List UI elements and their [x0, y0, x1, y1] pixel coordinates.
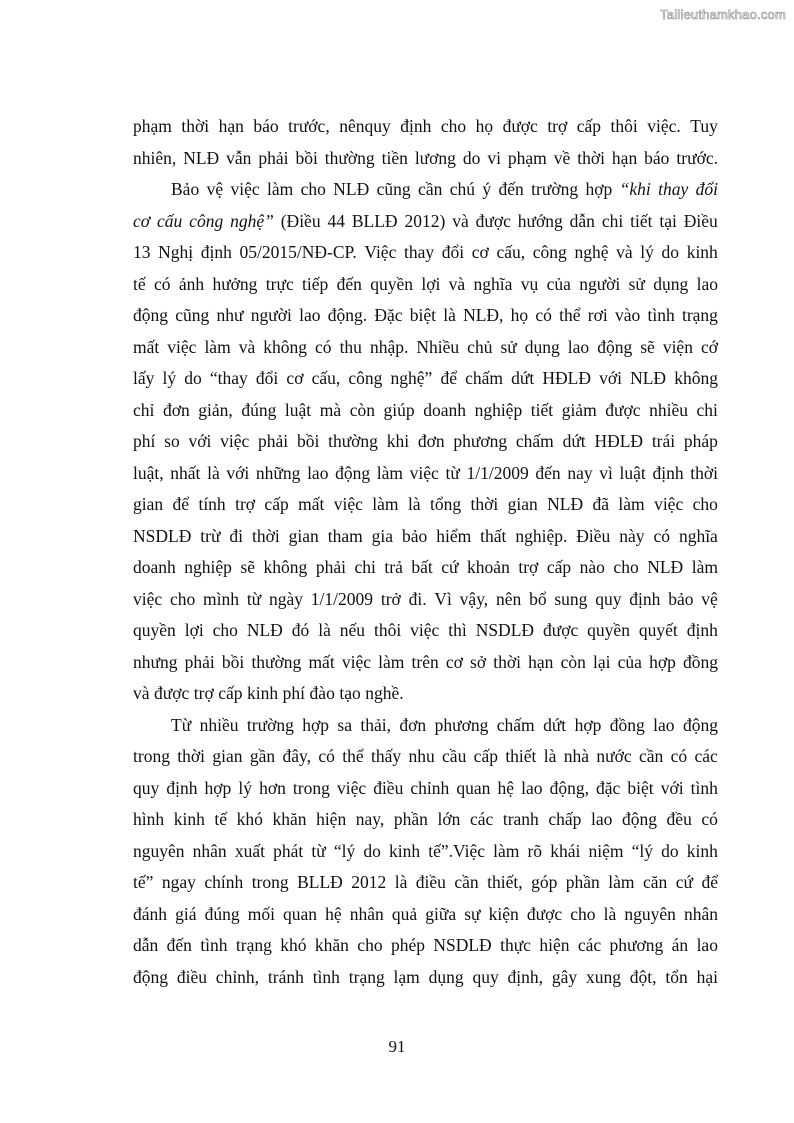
text-line: gian để tính trợ cấp mất việc làm là tổng thời gian NLĐ đã làm việc cho	[133, 494, 718, 514]
text-line: dẫn đến tình trạng khó khăn cho phép NSDLĐ thực hiện các phương án lao	[133, 935, 718, 955]
text-line: doanh nghiệp sẽ không phải chi trả bất cứ khoản trợ cấp nào cho NLĐ làm	[133, 557, 718, 577]
page-number: 91	[388, 1037, 406, 1056]
text-line: tế” ngay chính trong BLLĐ 2012 là điều cần thiết, góp phần làm căn cứ để	[133, 872, 718, 892]
paragraph	[133, 710, 718, 994]
text-line: Từ nhiều trường hợp sa thải, đơn phương chấm dứt hợp đồng lao động	[171, 714, 718, 735]
document-body	[133, 111, 718, 993]
text-line: 13 Nghị định 05/2015/NĐ-CP. Việc thay đổi cơ cấu, công nghệ và lý do kinh	[133, 242, 718, 262]
text-line: động điều chỉnh, tránh tình trạng lạm dụng quy định, gây xung đột, tổn hại	[133, 966, 718, 987]
paragraph	[133, 111, 718, 174]
paragraph	[133, 174, 718, 710]
text-line: và được trợ cấp kinh phí đào tạo nghề.	[133, 683, 404, 703]
text-line: lấy lý do “thay đổi cơ cấu, công nghệ” để chấm dứt HĐLĐ với NLĐ không	[133, 368, 718, 388]
text-line: mất việc làm và không có thu nhập. Nhiều chủ sử dụng lao động sẽ viện cớ	[133, 336, 718, 357]
text-line: động cũng như người lao động. Đặc biệt là NLĐ, họ có thể rơi vào tình trạng	[133, 305, 718, 325]
watermark-text: Tailieuthamkhao.com	[660, 7, 786, 22]
text-line: quyền lợi cho NLĐ đó là nếu thôi việc thì NSDLĐ được quyền quyết định	[133, 620, 718, 640]
text-line: trong thời gian gần đây, có thể thấy nhu cầu cấp thiết là nhà nước cần có các	[133, 746, 718, 766]
text-line: đánh giá đúng mối quan hệ nhân quả giữa sự kiện được cho là nguyên nhân	[133, 903, 718, 924]
text-line: việc cho mình từ ngày 1/1/2009 trở đi. Vì vậy, nên bổ sung quy định bảo vệ	[133, 588, 718, 609]
text-line: nhiên, NLĐ vẫn phải bồi thường tiền lương do vi phạm về thời hạn báo trước.	[133, 147, 718, 168]
text-line: nguyên nhân xuất phát từ “lý do kinh tế”.Việc làm rõ khái niệm “lý do kinh	[133, 840, 718, 861]
text-line: chỉ đơn giản, đúng luật mà còn giúp doanh nghiệp tiết giảm được nhiều chi	[133, 399, 718, 420]
text-line: cơ cấu công nghệ” (Điều 44 BLLĐ 2012) và được hướng dẫn chi tiết tại Điều	[133, 210, 718, 231]
text-line: tế có ảnh hưởng trực tiếp đến quyền lợi và nghĩa vụ của người sử dụng lao	[133, 273, 718, 294]
text-line: phí so với việc phải bồi thường khi đơn phương chấm dứt HĐLĐ trái pháp	[133, 431, 718, 451]
text-line: NSDLĐ trừ đi thời gian tham gia bảo hiểm thất nghiệp. Điều này có nghĩa	[133, 525, 718, 546]
text-line: phạm thời hạn báo trước, nênquy định cho họ được trợ cấp thôi việc. Tuy	[133, 116, 718, 136]
text-line: hình kinh tế khó khăn hiện nay, phần lớn các tranh chấp lao động đều có	[133, 809, 718, 829]
text-line: quy định hợp lý hơn trong việc điều chỉnh quan hệ lao động, đặc biệt với tình	[133, 777, 718, 798]
text-line: nhưng phải bồi thường mất việc làm trên cơ sở thời hạn còn lại của hợp đồng	[133, 651, 718, 672]
text-line: Bảo vệ việc làm cho NLĐ cũng cần chú ý đến trường hợp “khi thay đổi	[171, 179, 718, 199]
text-line: luật, nhất là với những lao động làm việc từ 1/1/2009 đến nay vì luật định thời	[133, 462, 718, 483]
